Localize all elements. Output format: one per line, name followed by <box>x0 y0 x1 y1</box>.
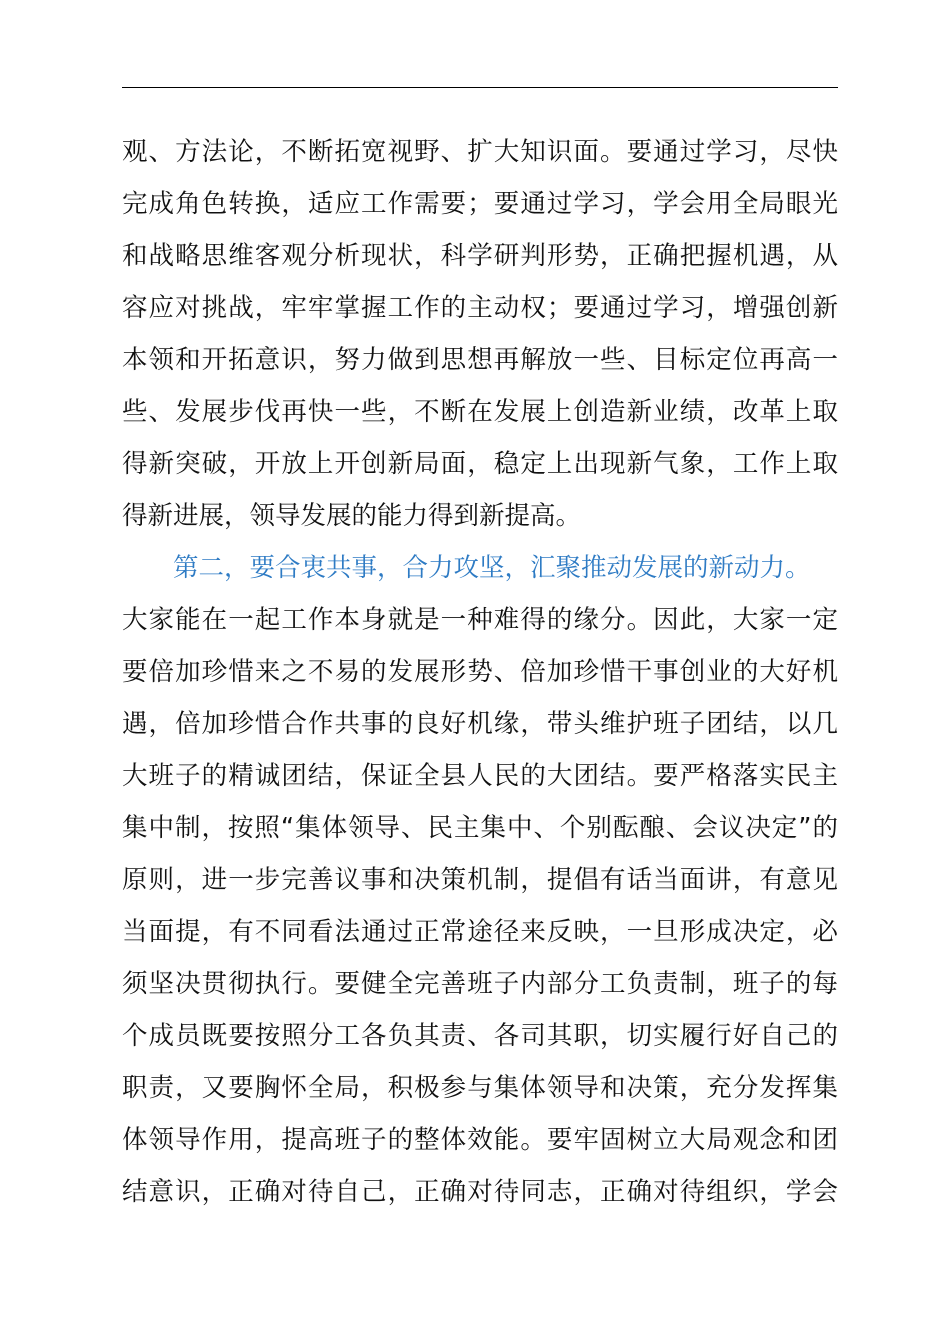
text-line: 体领导作用，提高班子的整体效能。要牢固树立大局观念和团 <box>122 1125 838 1155</box>
text-line: 结意识，正确对待自己，正确对待同志，正确对待组织，学会 <box>122 1177 838 1207</box>
paragraph-2 <box>122 542 838 1218</box>
text-line: 遇，倍加珍惜合作共事的良好机缘，带头维护班子团结，以几 <box>122 709 838 739</box>
text-line: 容应对挑战，牢牢掌握工作的主动权；要通过学习，增强创新 <box>122 293 838 323</box>
text-line: 职责，又要胸怀全局，积极参与集体领导和决策，充分发挥集 <box>122 1073 838 1103</box>
text-line: 本领和开拓意识，努力做到思想再解放一些、目标定位再高一 <box>122 345 838 375</box>
text-line: 原则，进一步完善议事和决策机制，提倡有话当面讲，有意见 <box>122 865 838 895</box>
text-line: 完成角色转换，适应工作需要；要通过学习，学会用全局眼光 <box>122 189 838 219</box>
text-line: 要倍加珍惜来之不易的发展形势、倍加珍惜干事创业的大好机 <box>122 657 838 687</box>
text-line: 集中制，按照“集体领导、民主集中、个别酝酿、会议决定”的 <box>122 813 838 843</box>
text-line: 得新突破，开放上开创新局面，稳定上出现新气象，工作上取 <box>122 449 838 479</box>
text-line: 些、发展步伐再快一些，不断在发展上创造新业绩，改革上取 <box>122 397 838 427</box>
text-line: 须坚决贯彻执行。要健全完善班子内部分工负责制，班子的每 <box>122 969 838 999</box>
text-line: 和战略思维客观分析现状，科学研判形势，正确把握机遇，从 <box>122 241 838 271</box>
header-rule <box>122 87 838 88</box>
text-line: 个成员既要按照分工各负其责、各司其职，切实履行好自己的 <box>122 1021 838 1051</box>
text-line: 得新进展，领导发展的能力得到新提高。 <box>122 501 582 531</box>
text-line: 当面提，有不同看法通过正常途径来反映，一旦形成决定，必 <box>122 917 838 947</box>
document-body <box>122 126 838 1218</box>
text-line: 观、方法论，不断拓宽视野、扩大知识面。要通过学习，尽快 <box>122 137 838 167</box>
paragraph-1 <box>122 126 838 542</box>
text-line: 大班子的精诚团结，保证全县人民的大团结。要严格落实民主 <box>122 761 838 791</box>
text-line: 大家能在一起工作本身就是一种难得的缘分。因此，大家一定 <box>122 605 838 635</box>
section-heading: 第二，要合衷共事，合力攻坚，汇聚推动发展的新动力。 <box>173 553 811 583</box>
